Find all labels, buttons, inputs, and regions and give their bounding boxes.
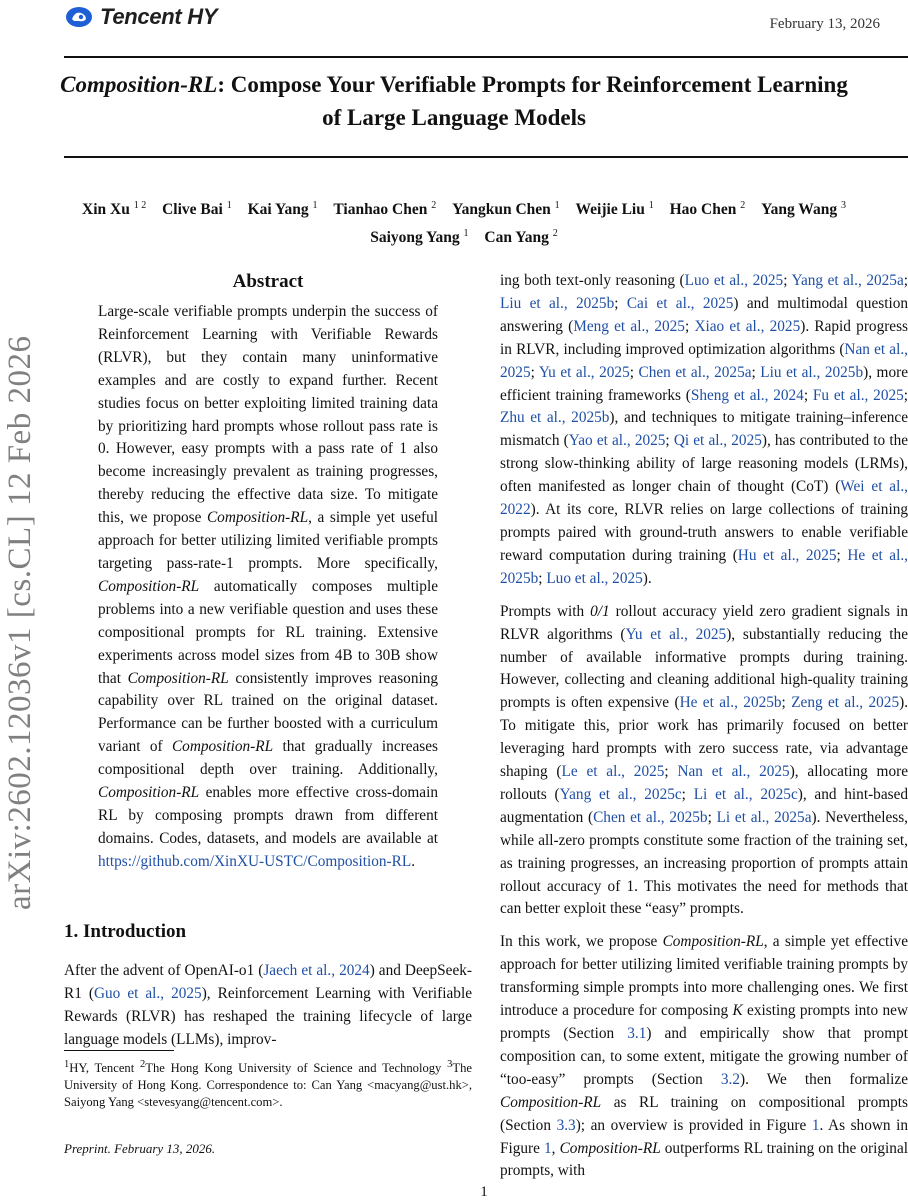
abstract-body: Large-scale verifiable prompts underpin the success of Reinforcement Learning with Verifiable Rewards (RLVR), but they contain many uninformative examples and are costly to expand further. Recent studies focus on better exploiting limited training data by prioritizing hard prompts whose rollout pass rate is 0. However, easy prompts with a pass rate of 1 also become increasingly prevalent as training progresses, thereby reducing the effective data size. To mitigate this, we propose Composition-RL, a simple yet useful approach for better utilizing limited verifiable prompts targeting pass-rate-1 prompts. More specifically, Composition-RL automatically composes multiple problems into a new verifiable question and uses these compositional prompts for RL training. Extensive experiments across model sizes from 4B to 30B show that Composition-RL consistently improves reasoning capability over RL trained on the original dataset. Performance can be further boosted with a curriculum variant of Composition-RL that gradually increases compositional depth over training. Additionally, Composition-RL enables more effective cross-domain RL by composing prompts drawn from different domains. Codes, datasets, and models are available at https://github.com/XinXU-USTC/Composition-RL. bbox=[98, 303, 439, 870]
paper-title bbox=[50, 68, 858, 134]
citation-link[interactable]: 3.2 bbox=[720, 1070, 741, 1088]
footnote-rule bbox=[64, 1050, 174, 1051]
citation-link[interactable]: Zhu et al., 2025b bbox=[500, 409, 610, 427]
citation-link[interactable]: Zeng et al., 2025 bbox=[791, 694, 900, 712]
preprint-note: Preprint. February 13, 2026. bbox=[64, 1141, 216, 1156]
citation-link[interactable]: Meng et al., 2025 bbox=[573, 317, 685, 335]
abstract-heading: Abstract bbox=[232, 271, 304, 292]
page-number: 1 bbox=[480, 1184, 488, 1200]
citation-link[interactable]: Yao et al., 2025 bbox=[568, 432, 666, 450]
citation-link[interactable]: Chen et al., 2025a bbox=[638, 363, 752, 381]
citation-link[interactable]: 1 bbox=[544, 1139, 552, 1157]
citation-link[interactable]: Liu et al., 2025b bbox=[500, 294, 615, 312]
author: Tianhao Chen $^2$ bbox=[333, 200, 437, 219]
author: Saiyong Yang $^1$ bbox=[370, 228, 469, 247]
author: Can Yang $^2$ bbox=[484, 228, 558, 247]
intro-heading: 1. Introduction bbox=[64, 921, 187, 942]
citation-link[interactable]: Yang et al., 2025a bbox=[791, 272, 904, 289]
citation-link[interactable]: Qi et al., 2025 bbox=[673, 432, 762, 450]
title-rest: : Compose Your Verifiable Prompts for Reinforcement Learning of Large Language Models bbox=[217, 72, 848, 130]
citation-link[interactable]: He et al., 2025b bbox=[500, 546, 908, 587]
footnote: $^1$HY, Tencent $^2$The Hong Kong University of Science and Technology $^3$The University of Hong Kong. Correspondence to: Can Yang <macyang@ust.hk>, Saiyong Yang <stevesyang@tencent.com>. bbox=[64, 1059, 472, 1110]
citation-link[interactable]: Liu et al., 2025b bbox=[760, 363, 864, 381]
citation-link[interactable]: Xiao et al., 2025 bbox=[694, 317, 801, 335]
citation-link[interactable]: Nan et al., 2025 bbox=[500, 340, 908, 381]
author: Xin Xu $^{1 2}$ bbox=[82, 200, 147, 219]
citation-link[interactable]: 3.3 bbox=[556, 1116, 576, 1134]
citation-link[interactable]: Jaech et al., 2024 bbox=[263, 962, 370, 979]
citation-link[interactable]: Yu et al., 2025 bbox=[538, 363, 630, 381]
header-date: February 13, 2026 bbox=[769, 16, 880, 32]
citation-link[interactable]: Luo et al., 2025 bbox=[546, 569, 643, 587]
citation-link[interactable]: He et al., 2025b bbox=[679, 694, 782, 712]
arxiv-identifier: arXiv:2602.12036v1 [cs.CL] 12 Feb 2026 bbox=[2, 335, 38, 910]
citation-link[interactable]: Cai et al., 2025 bbox=[626, 294, 734, 312]
citation-link[interactable]: Chen et al., 2025b bbox=[593, 808, 708, 826]
title-bottom-rule bbox=[64, 156, 908, 158]
tencent-logo-icon bbox=[64, 6, 94, 28]
title-italic: Composition-RL bbox=[60, 72, 218, 97]
author: Clive Bai $^1$ bbox=[162, 200, 232, 219]
citation-link[interactable]: Guo et al., 2025 bbox=[93, 984, 202, 1002]
citation-link[interactable]: Wei et al., 2022 bbox=[500, 478, 908, 519]
intro-left-text: After the advent of OpenAI-o1 (Jaech et al., 2024) and DeepSeek-R1 (Guo et al., 2025), Reinforcement Learning with Verifiable Rewards (RLVR) has reshaped the training lifecycle of large language models (LLMs), improv- bbox=[64, 962, 473, 1048]
intro-right-text: ing both text-only reasoning (Luo et al., 2025; Yang et al., 2025a; Liu et al., 2025b; Cai et al., 2025) and multimodal question answering (Meng et al., 2025; Xiao et al., 2025). Rapid progress in RLVR, including improved optimization algorithms (Nan et al., 2025; Yu et al., 2025; Chen et al., 2025a; Liu et al., 2025b), more efficient training frameworks (Sheng et al., 2024; Fu et al., 2025; Zhu et al., 2025b), and techniques to mitigate training–inference mismatch (Yao et al., 2025; Qi et al., 2025), has contributed to the strong slow-thinking ability of large reasoning models (LRMs), often manifested as longer chain of thought (CoT) (Wei et al., 2022). At its core, RLVR relies on large collections of training prompts paired with ground-truth answers to enable verifiable reward computation during training (Hu et al., 2025; He et al., 2025b; Luo et al., 2025). Prompts with 0/1 rollout accuracy yield zero gradient signals in RLVR algorithms (Yu et al., 2025), substantially reducing the number of available informative prompts during training. However, collecting and cleaning additional high-quality training prompts is often expensive (He et al., 2025b; Zeng et al., 2025). To mitigate this, prior work has primarily focused on better leveraging hard prompts with zero success rate, via advantage shaping (Le et al., 2025; Nan et al., 2025), allocating more rollouts (Yang et al., 2025c; Li et al., 2025c), and hint-based augmentation (Chen et al., 2025b; Li et al., 2025a). Nevertheless, while all-zero prompts constitute some fraction of the training set, as training progresses, an increasing proportion of prompts attain rollout accuracy of 1. This motivates the need for methods that can better exploit these “easy” prompts. In this work, we propose Composition-RL, a simple yet effective approach for better utilizing limited verifiable training prompts by transforming simple prompts into more challenging ones. We first introduce a procedure for composing K existing prompts into new prompts (Section 3.1) and empirically show that prompt composition can, to some extent, mitigate the growing number of “too-easy” prompts (Section 3.2). We then formalize Composition-RL as RL training on compositional prompts (Section 3.3); an overview is provided in Figure 1. As shown in Figure 1, Composition-RL outperforms RL training on the original prompts, with bbox=[500, 272, 908, 1180]
citation-link[interactable]: Le et al., 2025 bbox=[561, 763, 665, 781]
citation-link[interactable]: Fu et al., 2025 bbox=[812, 386, 904, 404]
citation-link[interactable]: Yu et al., 2025 bbox=[625, 625, 727, 643]
title-top-rule bbox=[64, 56, 908, 58]
logo-text: Tencent HY bbox=[100, 4, 218, 29]
citation-link[interactable]: Sheng et al., 2024 bbox=[690, 386, 804, 404]
author: Hao Chen $^2$ bbox=[669, 200, 746, 219]
citation-link[interactable]: Luo et al., 2025 bbox=[684, 272, 784, 289]
citation-link[interactable]: Nan et al., 2025 bbox=[677, 763, 790, 781]
author: Yang Wang $^3$ bbox=[761, 200, 846, 219]
author: Weijie Liu $^1$ bbox=[575, 200, 654, 219]
citation-link[interactable]: Li et al., 2025a bbox=[716, 808, 812, 826]
citation-link[interactable]: https://github.com/XinXU-USTC/Composition-RL bbox=[98, 852, 412, 870]
citation-link[interactable]: Yang et al., 2025c bbox=[559, 785, 682, 803]
author-list bbox=[40, 194, 888, 250]
citation-link[interactable]: 1 bbox=[811, 1116, 820, 1134]
citation-link[interactable]: Hu et al., 2025 bbox=[737, 546, 837, 564]
citation-link[interactable]: Li et al., 2025c bbox=[693, 785, 798, 803]
tencent-hy-logo bbox=[64, 4, 217, 30]
citation-link[interactable]: 3.1 bbox=[627, 1025, 647, 1042]
author: Kai Yang $^1$ bbox=[247, 200, 318, 219]
author: Yangkun Chen $^1$ bbox=[452, 200, 560, 219]
